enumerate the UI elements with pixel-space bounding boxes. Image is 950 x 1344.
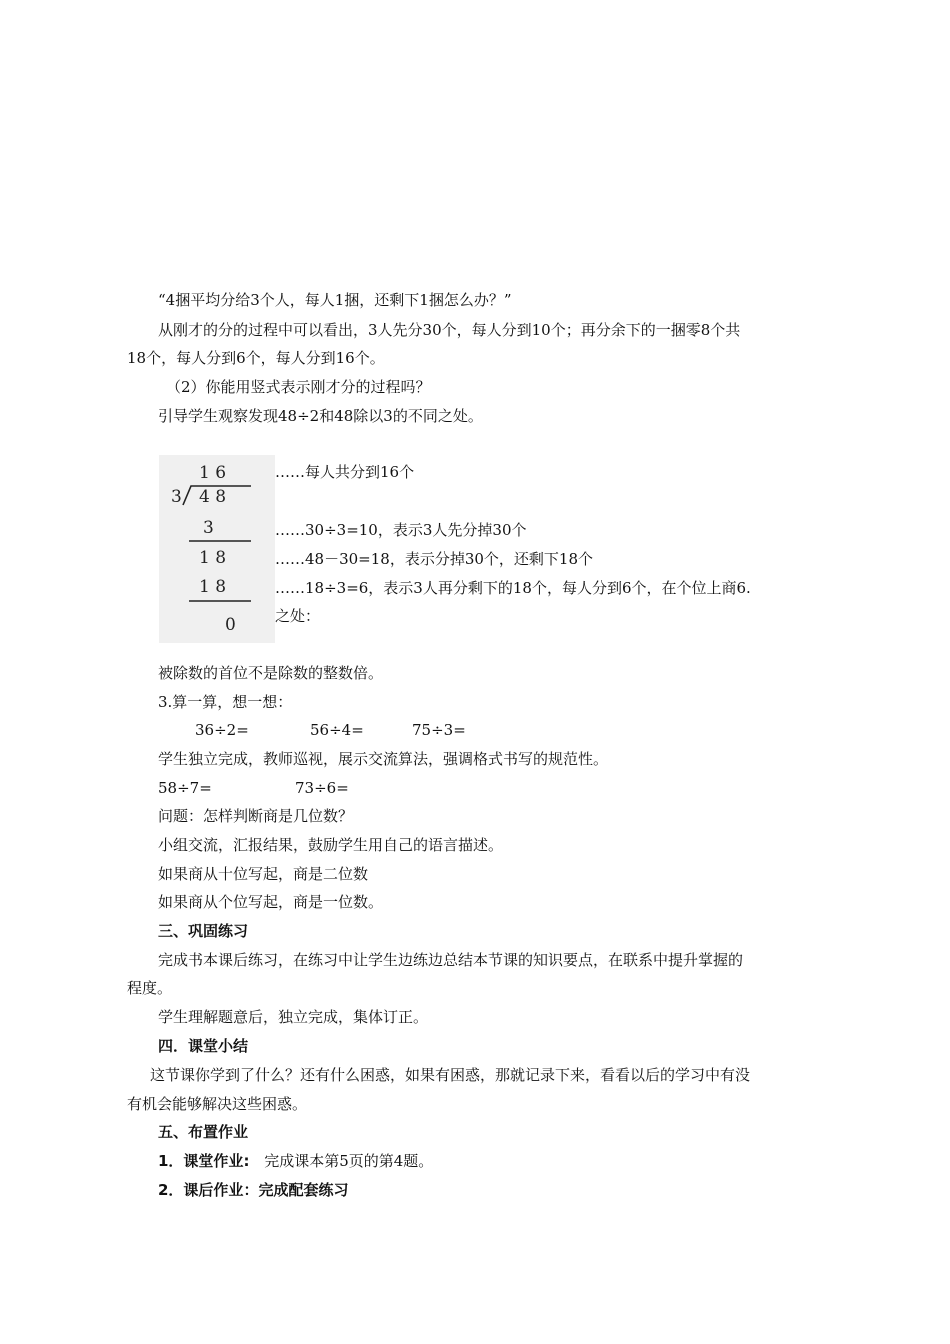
paragraph: 从刚才的分的过程中可以看出，3人先分30个，每人分到10个；再分余下的一捆零8个共 (158, 321, 741, 339)
paragraph: 这节课你学到了什么？还有什么困惑，如果有困惑，那就记录下来，看看以后的学习中有没 (150, 1066, 751, 1084)
annotation: ……每人共分到16个 (275, 463, 415, 481)
paragraph: 学生理解题意后，独立完成，集体订正。 (158, 1008, 429, 1026)
paragraph: 有机会能够解决这些困惑。 (127, 1095, 308, 1113)
exercise: 56÷4= (310, 721, 364, 739)
annotation: ……30÷3=10，表示3人先分掉30个 (275, 521, 527, 539)
exercise: 73÷6= (295, 779, 349, 797)
long-division-figure (159, 455, 275, 643)
homework-text: 完成课本第5页的第4题。 (264, 1152, 434, 1170)
paragraph: （2）你能用竖式表示刚才分的过程吗？ (166, 378, 431, 396)
homework-item: 2．课后作业：完成配套练习 (158, 1181, 349, 1199)
remainder-text: 0 (225, 615, 236, 635)
paragraph: 引导学生观察发现48÷2和48除以3的不同之处。 (158, 407, 483, 425)
paragraph: “4捆平均分给3个人，每人1捆，还剩下1捆怎么办？” (158, 291, 512, 309)
step2-text: 1 8 (199, 548, 227, 568)
section-heading: 三、巩固练习 (158, 922, 249, 940)
paragraph: 3.算一算，想一想： (158, 693, 293, 711)
section-heading: 五、布置作业 (158, 1123, 249, 1141)
paragraph: 问题：怎样判断商是几位数？ (158, 807, 354, 825)
quotient-text: 1 6 (199, 463, 227, 483)
exercise: 75÷3= (412, 721, 466, 739)
exercise: 58÷7= (158, 779, 212, 797)
paragraph: 如果商从十位写起，商是二位数 (158, 865, 369, 883)
step3-text: 1 8 (199, 577, 227, 597)
paragraph: 18个，每人分到6个，每人分到16个。 (127, 349, 385, 367)
paragraph: 小组交流，汇报结果，鼓励学生用自己的语言描述。 (158, 836, 504, 854)
step1-text: 3 (203, 518, 214, 538)
paragraph: 学生独立完成，教师巡视，展示交流算法，强调格式书写的规范性。 (158, 750, 609, 768)
paragraph: 程度。 (127, 979, 173, 997)
annotation: 之处： (275, 607, 321, 625)
paragraph: 被除数的首位不是除数的整数倍。 (158, 664, 384, 682)
dividend-text: 4 8 (199, 487, 227, 507)
homework-item (158, 1151, 433, 1171)
homework-label: 1．课堂作业: (158, 1152, 250, 1170)
divisor-text: 3 (171, 487, 182, 507)
annotation: ……48－30=18，表示分掉30个，还剩下18个 (275, 550, 594, 568)
exercise: 36÷2= (195, 721, 249, 739)
paragraph: 如果商从个位写起，商是一位数。 (158, 893, 384, 911)
section-heading: 四．课堂小结 (158, 1037, 249, 1055)
paragraph: 完成书本课后练习，在练习中让学生边练边总结本节课的知识要点，在联系中提升掌握的 (158, 951, 744, 969)
annotation: ……18÷3=6，表示3人再分剩下的18个，每人分到6个，在个位上商6. (275, 579, 751, 597)
